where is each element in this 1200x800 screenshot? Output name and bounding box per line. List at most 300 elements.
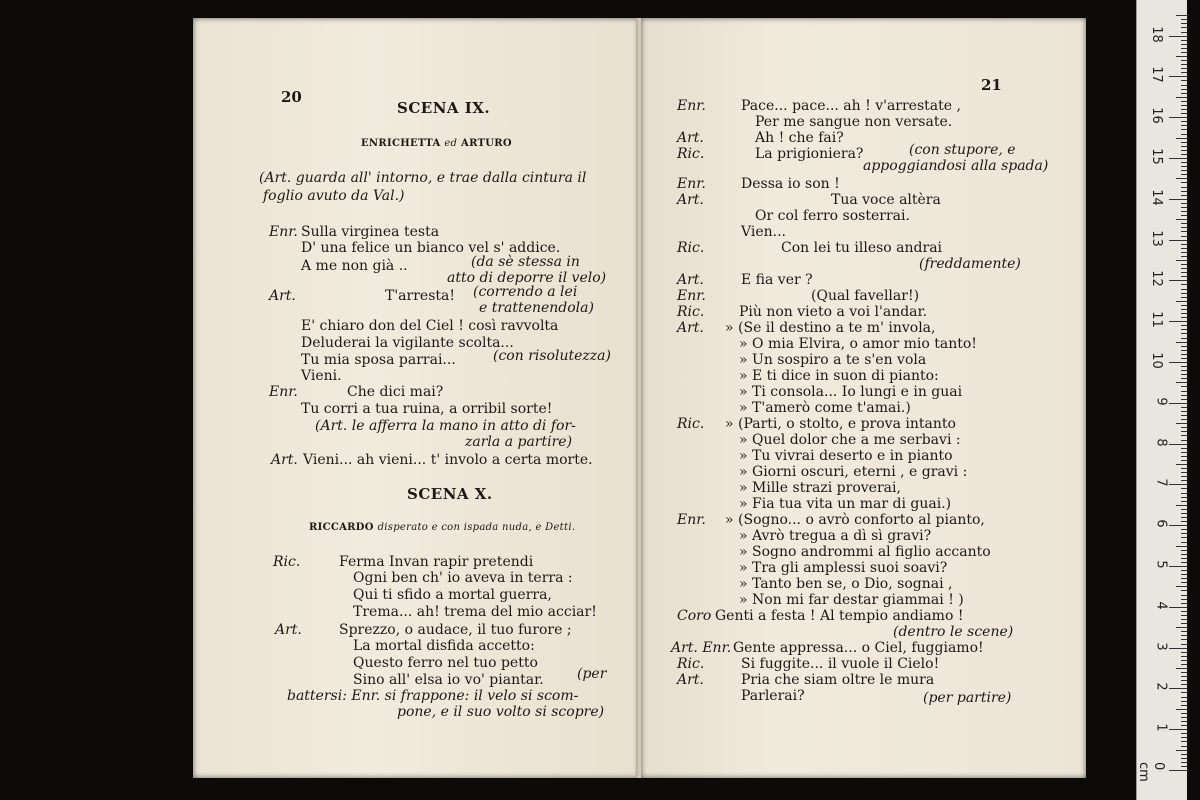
ruler-tick [1181, 623, 1187, 624]
ruler-tick [1181, 325, 1187, 326]
left-page [193, 18, 639, 778]
ruler-tick [1181, 497, 1187, 498]
stage-direction: (dentro le scene) [893, 624, 1014, 640]
ruler-tick [1181, 542, 1187, 543]
ruler-tick [1181, 656, 1187, 657]
verse-line: Vien... [741, 224, 786, 240]
ruler-tick [1181, 550, 1187, 551]
ruler-tick [1176, 668, 1187, 669]
verse-line: Trema... ah! trema del mio acciar! [353, 604, 597, 620]
ruler-tick [1181, 374, 1187, 375]
ruler-tick [1169, 362, 1187, 363]
ruler-tick [1181, 676, 1187, 677]
speaker: Enr. [677, 176, 706, 192]
ruler-tick [1181, 350, 1187, 351]
ruler-tick [1181, 733, 1187, 734]
ruler-label: 1 [1153, 723, 1169, 732]
ruler-tick [1181, 578, 1187, 579]
ruler-tick [1181, 509, 1187, 510]
verse-line: » Tra gli amplessi suoi soavi? [739, 560, 948, 576]
scene-x-title: SCENA X. [407, 485, 493, 503]
verse-line: Questo ferro nel tuo petto [353, 655, 538, 671]
ruler-label: 5 [1153, 560, 1169, 569]
ruler-tick [1181, 521, 1187, 522]
ruler-label: 16 [1149, 107, 1165, 124]
stage-direction: zarla a partire) [465, 434, 573, 450]
ruler-tick [1181, 684, 1187, 685]
ruler-tick [1181, 215, 1187, 216]
ruler-tick [1181, 599, 1187, 600]
ruler-tick [1181, 701, 1187, 702]
verse-line: » Sogno andrommi al figlio accanto [739, 544, 991, 560]
verse-line: Parlerai? [741, 688, 805, 704]
ruler-tick [1181, 305, 1187, 306]
verse-line: » E ti dice in suon di pianto: [739, 368, 939, 384]
verse-line: Vieni... ah vieni... t' involo a certa morte. [303, 452, 593, 468]
ruler-label: 10 [1149, 352, 1165, 369]
verse-line: Tu corri a tua ruina, a orribil sorte! [301, 401, 553, 417]
ruler-tick [1181, 134, 1187, 135]
ruler-tick [1181, 664, 1187, 665]
ruler-tick [1181, 448, 1187, 449]
verse-line: Più non vieto a voi l'andar. [739, 304, 928, 320]
verse-line: (Qual favellar!) [811, 288, 920, 304]
ruler-label: 13 [1149, 229, 1165, 247]
ruler-label: 0 cm [1136, 762, 1166, 782]
speaker: Art. [677, 320, 704, 336]
ruler-tick [1181, 105, 1187, 106]
ruler-tick [1181, 452, 1187, 453]
speaker: Ric. [677, 240, 705, 256]
speaker: Enr. [269, 224, 298, 240]
ruler-tick [1176, 138, 1187, 139]
ruler-tick [1181, 297, 1187, 298]
ruler-tick [1181, 146, 1187, 147]
stage-direction: (con risolutezza) [493, 348, 611, 364]
verse-line: » Giorni oscuri, eterni , e gravi : [739, 464, 968, 480]
ruler-tick [1181, 480, 1187, 481]
ruler-tick [1169, 117, 1187, 118]
ruler-tick [1181, 244, 1187, 245]
ruler-tick [1181, 431, 1187, 432]
ruler-tick [1176, 709, 1187, 710]
characters-joiner: ed [444, 138, 458, 149]
stage-direction: (da sè stessa in [471, 254, 580, 270]
verse-line: Sino all' elsa io vo' piantar. [353, 672, 544, 688]
ruler-tick [1169, 240, 1187, 241]
ruler-tick [1181, 68, 1187, 69]
ruler-tick [1181, 517, 1187, 518]
stage-direction: (per [577, 666, 607, 682]
ruler-tick [1181, 460, 1187, 461]
ruler-label: 6 [1153, 519, 1169, 528]
ruler-tick [1181, 289, 1187, 290]
ruler-tick [1181, 64, 1187, 65]
ruler-tick [1181, 370, 1187, 371]
verse-line: Deluderai la vigilante scolta... [301, 335, 514, 351]
ruler-label: 12 [1149, 270, 1165, 288]
ruler-label: 9 [1153, 397, 1169, 406]
ruler-label: 15 [1149, 148, 1165, 165]
verse-line: Ogni ben ch' io aveva in terra : [353, 570, 573, 586]
verse-line: Tua voce altèra [831, 192, 941, 208]
ruler-tick [1176, 15, 1187, 16]
ruler-tick [1176, 464, 1187, 465]
ruler-tick [1181, 154, 1187, 155]
ruler-tick [1181, 537, 1187, 538]
ruler-label: 11 [1149, 311, 1165, 328]
verse-line: Con lei tu illeso andrai [781, 240, 943, 256]
ruler-label: 17 [1149, 66, 1165, 84]
ruler-tick [1181, 501, 1187, 502]
verse-line: E' chiaro don del Ciel ! così ravvolta [301, 318, 559, 334]
ruler-tick [1176, 260, 1187, 261]
ruler-tick [1181, 182, 1187, 183]
scene-ix-characters [361, 136, 512, 152]
ruler-tick [1181, 256, 1187, 257]
ruler-tick [1181, 582, 1187, 583]
speaker: Art. [677, 192, 704, 208]
ruler-tick [1181, 113, 1187, 114]
ruler-label: 4 [1153, 601, 1169, 610]
ruler-tick [1181, 513, 1187, 514]
ruler-tick [1181, 366, 1187, 367]
ruler-tick [1181, 223, 1187, 224]
ruler-tick [1181, 697, 1187, 698]
verse-line: Che dici mai? [347, 384, 444, 400]
ruler-label: 18 [1149, 25, 1165, 43]
ruler-tick [1181, 395, 1187, 396]
ruler-tick [1181, 52, 1187, 53]
ruler-tick [1181, 399, 1187, 400]
ruler-tick [1181, 635, 1187, 636]
ruler-tick [1176, 219, 1187, 220]
ruler-tick [1181, 435, 1187, 436]
ruler-tick [1181, 391, 1187, 392]
ruler-tick [1169, 444, 1187, 445]
ruler-tick [1181, 488, 1187, 489]
ruler-tick [1181, 411, 1187, 412]
verse-line: Genti a festa ! Al tempio andiamo ! [715, 608, 964, 624]
verse-line: Dessa io son ! [741, 176, 840, 192]
verse-line: » Fia tua vita un mar di guai.) [739, 496, 952, 512]
ruler-tick [1181, 378, 1187, 379]
verse-line: E fia ver ? [741, 272, 813, 288]
verse-line: » Tanto ben se, o Dio, sognai , [739, 576, 953, 592]
ruler-label: 8 [1153, 437, 1169, 447]
ruler-tick [1181, 80, 1187, 81]
ruler-tick [1181, 476, 1187, 477]
stage-direction: (per partire) [923, 690, 1012, 706]
ruler-tick [1181, 207, 1187, 208]
ruler-tick [1169, 484, 1187, 485]
characters-description: disperato e con ispada nuda, e Detti. [377, 522, 576, 533]
speaker: Ric. [677, 656, 705, 672]
ruler-tick [1181, 187, 1187, 188]
ruler-tick [1176, 423, 1187, 424]
ruler-tick [1181, 333, 1187, 334]
ruler-tick [1176, 546, 1187, 547]
verse-line: » (Sogno... o avrò conforto al pianto, [725, 512, 985, 528]
ruler-tick [1181, 644, 1187, 645]
ruler-tick [1181, 554, 1187, 555]
ruler-tick [1181, 472, 1187, 473]
ruler-tick [1181, 758, 1187, 759]
ruler-tick [1181, 231, 1187, 232]
ruler-tick [1181, 639, 1187, 640]
ruler-tick [1169, 76, 1187, 77]
speaker: Art. [269, 288, 296, 304]
ruler-tick [1181, 32, 1187, 33]
page-number-right: 21 [981, 76, 1002, 94]
ruler-label: 14 [1149, 189, 1165, 206]
ruler-tick [1181, 309, 1187, 310]
ruler-tick [1181, 725, 1187, 726]
ruler-tick [1181, 721, 1187, 722]
stage-direction: pone, e il suo volto si scopre) [397, 704, 605, 720]
verse-line: » T'amerò come t'amai.) [739, 400, 911, 416]
ruler-tick [1181, 329, 1187, 330]
ruler-tick [1169, 607, 1187, 608]
verse-line: Vieni. [301, 368, 342, 384]
verse-line: Sulla virginea testa [301, 224, 440, 240]
ruler-tick [1169, 525, 1187, 526]
stage-direction: (Art. guarda all' intorno, e trae dalla cintura il [259, 170, 587, 186]
ruler-tick [1181, 529, 1187, 530]
verse-line: D' una felice un bianco vel s' addice. [301, 240, 561, 256]
ruler-tick [1181, 615, 1187, 616]
ruler-tick [1181, 407, 1187, 408]
verse-line: La prigioniera? [755, 146, 864, 162]
speaker: Art. [677, 272, 704, 288]
ruler-tick [1181, 603, 1187, 604]
ruler-tick [1181, 85, 1187, 86]
stage-direction: atto di deporre il velo) [447, 270, 607, 286]
ruler-tick [1181, 762, 1187, 763]
scene-ix-title: SCENA IX. [397, 99, 491, 117]
ruler-tick [1181, 101, 1187, 102]
ruler-tick [1181, 203, 1187, 204]
ruler-tick [1181, 313, 1187, 314]
ruler-tick [1176, 342, 1187, 343]
ruler-tick [1181, 713, 1187, 714]
ruler-tick [1181, 468, 1187, 469]
ruler-tick [1169, 566, 1187, 567]
ruler-label: 2 [1153, 682, 1169, 692]
verse-line: » O mia Elvira, o amor mio tanto! [739, 336, 977, 352]
ruler-tick [1169, 199, 1187, 200]
verse-line: Tu mia sposa parrai... [301, 352, 456, 368]
right-page [641, 18, 1086, 778]
ruler-tick [1181, 166, 1187, 167]
ruler-tick [1169, 280, 1187, 281]
ruler-tick [1181, 652, 1187, 653]
ruler-tick [1181, 737, 1187, 738]
ruler-tick [1181, 150, 1187, 151]
ruler-tick [1169, 770, 1187, 771]
ruler-tick [1181, 44, 1187, 45]
ruler-label: 3 [1153, 641, 1169, 651]
verse-line: » Tu vivrai deserto e in pianto [739, 448, 953, 464]
verse-line: A me non già .. [301, 258, 408, 274]
ruler-tick [1181, 162, 1187, 163]
speaker: Ric. [677, 146, 705, 162]
ruler-tick [1181, 268, 1187, 269]
ruler-tick [1181, 60, 1187, 61]
ruler-tick [1181, 72, 1187, 73]
verse-line: T'arresta! [385, 288, 455, 304]
ruler-tick [1181, 109, 1187, 110]
speaker: Art. [275, 622, 302, 638]
ruler-tick [1169, 158, 1187, 159]
ruler-tick [1176, 56, 1187, 57]
ruler-tick [1181, 456, 1187, 457]
ruler-tick [1181, 284, 1187, 285]
verse-line: » Un sospiro a te s'en vola [739, 352, 927, 368]
ruler-tick [1181, 248, 1187, 249]
ruler-tick [1181, 595, 1187, 596]
ruler-tick [1169, 321, 1187, 322]
verse-line: Ah ! che fai? [755, 130, 844, 146]
measuring-ruler [1136, 0, 1187, 800]
ruler-tick [1181, 746, 1187, 747]
stage-direction: appoggiandosi alla spada) [863, 158, 1049, 174]
ruler-tick [1181, 680, 1187, 681]
page-number-left: 20 [281, 88, 302, 106]
verse-line: » Ti consola... Io lungi e in guai [739, 384, 963, 400]
verse-line: Pria che siam oltre le mura [741, 672, 935, 688]
ruler-tick [1181, 386, 1187, 387]
ruler-tick [1176, 382, 1187, 383]
character-enrichetta: ENRICHETTA [361, 138, 441, 149]
ruler-tick [1181, 717, 1187, 718]
stage-direction: battersi: Enr. si frappone: il velo si scom- [287, 688, 579, 704]
speaker: Ric. [677, 416, 705, 432]
ruler-tick [1181, 93, 1187, 94]
verse-line: » Quel dolor che a me serbavi : [739, 432, 961, 448]
ruler-tick [1181, 590, 1187, 591]
ruler-tick [1181, 48, 1187, 49]
ruler-tick [1176, 505, 1187, 506]
ruler-tick [1181, 415, 1187, 416]
ruler-tick [1181, 23, 1187, 24]
ruler-label: 7 [1153, 478, 1169, 488]
ruler-tick [1181, 293, 1187, 294]
verse-line: » Avrò tregua a dì sì gravi? [739, 528, 932, 544]
ruler-tick [1181, 19, 1187, 20]
verse-line: Pace... pace... ah ! v'arrestate , [741, 98, 961, 114]
ruler-tick [1181, 252, 1187, 253]
ruler-tick [1181, 264, 1187, 265]
verse-line: Si fuggite... il vuole il Cielo! [741, 656, 940, 672]
verse-line: Ferma Invan rapir pretendi [339, 554, 534, 570]
ruler-tick [1181, 272, 1187, 273]
ruler-tick [1181, 40, 1187, 41]
character-riccardo: RICCARDO [309, 522, 374, 533]
ruler-tick [1181, 493, 1187, 494]
ruler-tick [1181, 358, 1187, 359]
ruler-tick [1181, 672, 1187, 673]
ruler-tick [1181, 766, 1187, 767]
ruler-tick [1181, 129, 1187, 130]
ruler-tick [1181, 142, 1187, 143]
ruler-tick [1181, 754, 1187, 755]
ruler-tick [1181, 440, 1187, 441]
ruler-tick [1176, 301, 1187, 302]
speaker: Ric. [273, 554, 301, 570]
speaker: Coro [677, 608, 712, 624]
ruler-tick [1181, 174, 1187, 175]
ruler-tick [1181, 741, 1187, 742]
ruler-tick [1181, 227, 1187, 228]
ruler-tick [1169, 36, 1187, 37]
ruler-tick [1181, 125, 1187, 126]
ruler-tick [1169, 729, 1187, 730]
ruler-tick [1181, 419, 1187, 420]
speaker: Ric. [677, 304, 705, 320]
verse-line: » Non mi far destar giammai ! ) [739, 592, 964, 608]
ruler-tick [1181, 619, 1187, 620]
verse-line: » (Parti, o stolto, e prova intanto [725, 416, 956, 432]
ruler-tick [1181, 558, 1187, 559]
verse-line: Or col ferro sosterrai. [755, 208, 910, 224]
ruler-tick [1181, 276, 1187, 277]
ruler-tick [1181, 27, 1187, 28]
verse-line: » (Se il destino a te m' invola, [725, 320, 936, 336]
character-arturo: ARTURO [461, 138, 512, 149]
speaker: Enr. [677, 288, 706, 304]
ruler-tick [1181, 338, 1187, 339]
speaker: Enr. [677, 512, 706, 528]
ruler-tick [1181, 533, 1187, 534]
ruler-tick [1176, 178, 1187, 179]
verse-line: » Mille strazi proverai, [739, 480, 901, 496]
ruler-tick [1181, 705, 1187, 706]
ruler-tick [1181, 191, 1187, 192]
speaker: Art. [677, 672, 704, 688]
ruler-tick [1176, 586, 1187, 587]
stage-direction: foglio avuto da Val.) [263, 188, 405, 204]
speaker: Enr. [269, 384, 298, 400]
verse-line: Qui ti sfido a mortal guerra, [353, 587, 552, 603]
ruler-tick [1181, 574, 1187, 575]
speaker: Art. [271, 452, 298, 468]
speaker: Enr. [677, 98, 706, 114]
ruler-tick [1176, 97, 1187, 98]
ruler-tick [1181, 611, 1187, 612]
ruler-tick [1181, 562, 1187, 563]
ruler-tick [1176, 750, 1187, 751]
stage-direction: (con stupore, e [909, 142, 1016, 158]
ruler-tick [1169, 688, 1187, 689]
stage-direction: (freddamente) [919, 256, 1021, 272]
speaker: Art. [677, 130, 704, 146]
ruler-tick [1181, 570, 1187, 571]
ruler-tick [1181, 236, 1187, 237]
ruler-tick [1181, 121, 1187, 122]
speaker: Art. Enr. [671, 640, 732, 656]
ruler-tick [1181, 660, 1187, 661]
stage-direction: e trattenendola) [479, 300, 594, 316]
ruler-tick [1181, 211, 1187, 212]
ruler-tick [1176, 627, 1187, 628]
verse-line: Gente appressa... o Ciel, fuggiamo! [733, 640, 984, 656]
ruler-tick [1169, 403, 1187, 404]
scene-x-characters [309, 520, 575, 536]
ruler-tick [1181, 354, 1187, 355]
verse-line: Per me sangue non versate. [755, 114, 953, 130]
ruler-tick [1181, 89, 1187, 90]
